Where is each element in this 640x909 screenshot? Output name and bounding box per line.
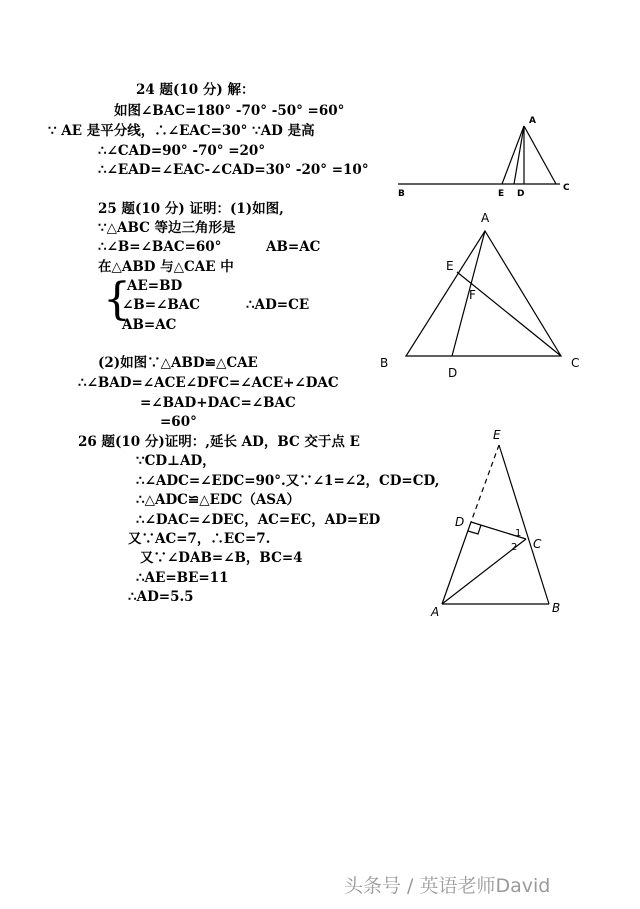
q25-part2-1: (2)如图∵△ABD≌△CAE (98, 355, 258, 371)
fig3-segment-ad (442, 522, 471, 604)
fig2-segment-ce (457, 272, 561, 356)
fig3-label-e: E (493, 428, 501, 442)
fig1-side-ab (502, 126, 524, 184)
q25-system-1: AE=BD (127, 278, 183, 294)
q25-part2-3: =∠BAD+DAC=∠BAC (140, 395, 296, 411)
fig1-label-a: A (529, 116, 536, 126)
fig2-label-a: A (481, 211, 490, 225)
fig1-label-b: B (398, 189, 405, 199)
q25-line-2: ∴∠B=∠BAC=60° (98, 239, 222, 255)
figure-25-labels (380, 211, 579, 380)
q25-line-1: ∵△ABC 等边三角形是 (98, 220, 236, 236)
q24-header: 24 题(10 分) 解： (136, 82, 255, 98)
q26-header: 26 题(10 分)证明：,延长 AD，BC 交于点 E (78, 434, 360, 450)
q25-part2-4: =60° (160, 414, 197, 430)
fig3-right-angle-mark (468, 525, 481, 534)
fig1-label-e: E (498, 189, 505, 199)
q26-line-5: 又∵AC=7，∴EC=7. (128, 531, 271, 547)
fig2-label-b: B (380, 356, 389, 370)
fig3-dashed-de (471, 445, 499, 522)
q24-line-1: 如图∠BAC=180° -70° -50° =60° (114, 103, 345, 119)
figure-25 (406, 231, 561, 356)
q26-line-8: ∴AD=5.5 (128, 589, 194, 605)
q26-line-3: ∴△ADC≌△EDC（ASA） (136, 492, 301, 508)
q26-line-7: ∴AE=BE=11 (136, 570, 229, 586)
fig3-segment-dc (471, 522, 526, 539)
fig3-label-b: B (552, 601, 561, 615)
fig2-triangle-abc (406, 231, 561, 356)
fig2-label-d: D (448, 366, 458, 380)
fig2-segment-ad (452, 231, 485, 356)
fig2-label-e: E (446, 259, 454, 273)
q24-line-2: ∵ AE 是平分线，∴∠EAC=30° ∵AD 是高 (48, 123, 315, 139)
watermark: 头条号 / 英语老师David (344, 875, 551, 897)
q25-system-2: ∠B=∠BAC (122, 297, 200, 313)
figure-26-labels (430, 428, 560, 619)
fig3-segment-ac (442, 539, 526, 604)
q25-part2-2: ∴∠BAD=∠ACE∠DFC=∠ACE+∠DAC (78, 375, 339, 391)
fig3-angle-1: 1 (515, 528, 522, 539)
system-brace: { (103, 274, 131, 325)
fig3-label-a: A (431, 605, 440, 619)
fig1-bisector-ae (514, 126, 524, 184)
q25-line-2b: AB=AC (266, 239, 321, 255)
fig3-label-d: D (455, 515, 465, 529)
fig3-angle-2: 2 (511, 542, 518, 553)
figure-24 (398, 126, 560, 184)
q24-line-4: ∴∠EAD=∠EAC-∠CAD=30° -20° =10° (98, 162, 369, 178)
q26-line-6: 又∵∠DAB=∠B，BC=4 (140, 550, 303, 566)
q25-system-3: AB=AC (122, 317, 177, 333)
fig1-side-ac (524, 126, 556, 184)
fig2-label-c: C (571, 356, 580, 370)
fig3-segment-be (499, 445, 549, 604)
q25-line-3: 在△ABD 与△CAE 中 (98, 259, 234, 275)
q25-header: 25 题(10 分) 证明：(1)如图, (98, 201, 284, 217)
fig1-label-d: D (517, 189, 525, 199)
q26-line-1: ∵CD⊥AD， (136, 453, 216, 469)
fig3-label-c: C (533, 537, 542, 551)
fig2-label-f: F (469, 288, 476, 302)
q26-line-2: ∴∠ADC=∠EDC=90°.又∵∠1=∠2，CD=CD, (136, 473, 440, 489)
q25-system-2b: ∴AD=CE (246, 297, 310, 313)
fig1-label-c: C (563, 183, 570, 193)
figure-24-labels (398, 116, 570, 199)
q24-line-3: ∴∠CAD=90° -70° =20° (98, 143, 266, 159)
figure-26 (442, 445, 549, 604)
q26-line-4: ∴∠DAC=∠DEC，AC=EC，AD=ED (136, 512, 381, 528)
